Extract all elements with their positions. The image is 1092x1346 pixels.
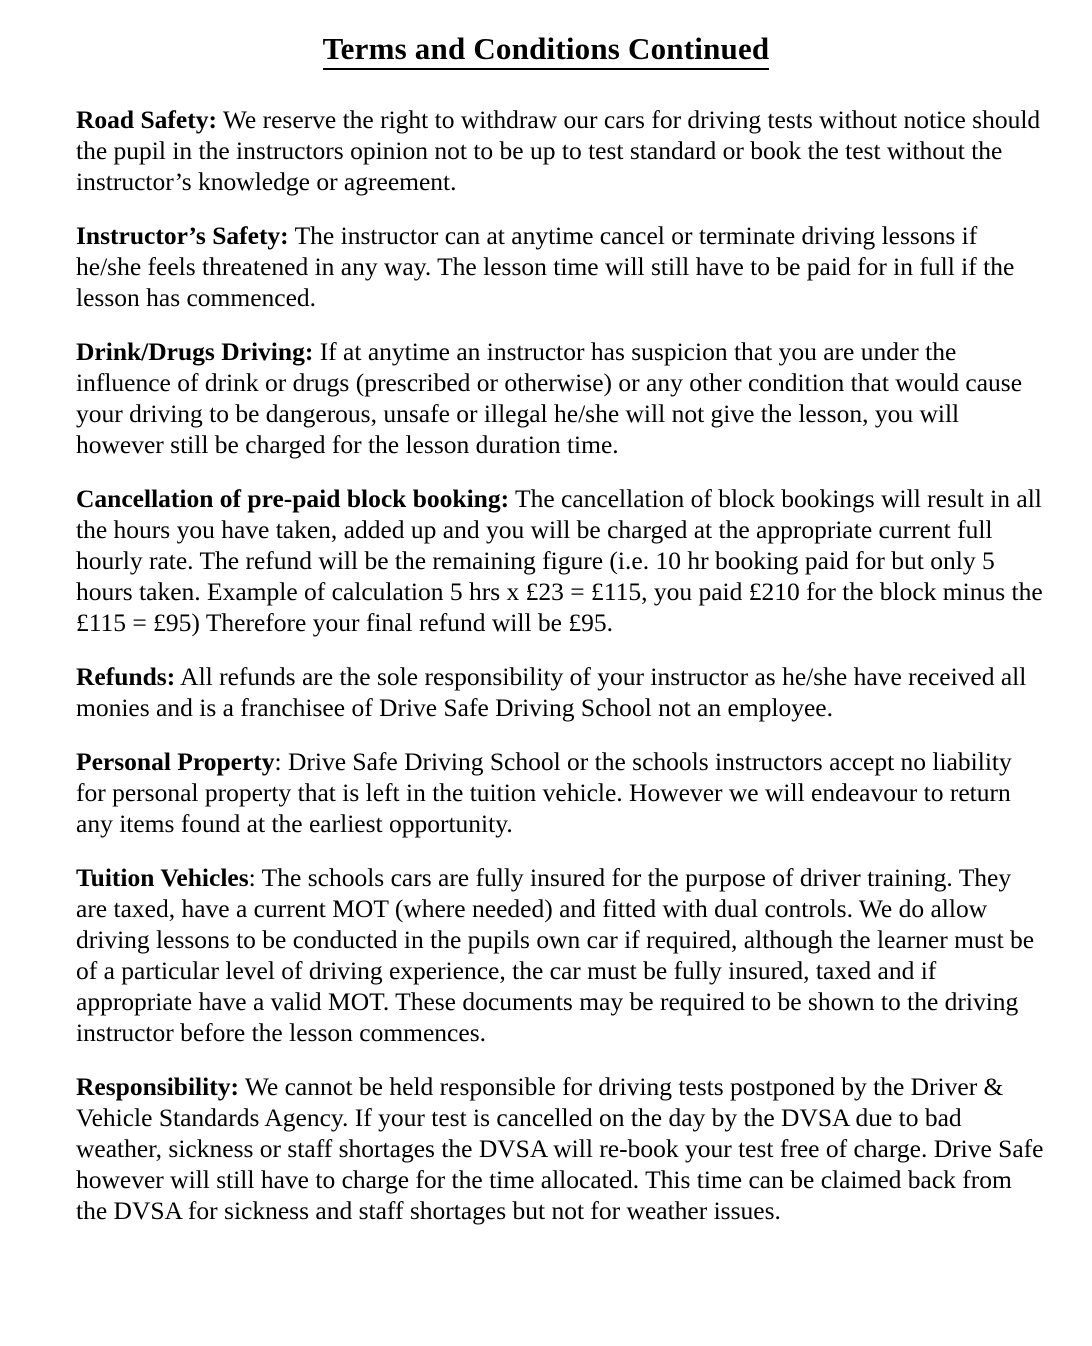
- clause-text: Drive Safe Driving School or the schools instructors accept no liability for personal property that is left in the tuition vehicle. However we will endeavour to return any items found at the earliest opportunity.: [76, 747, 1012, 839]
- clause-refunds: [76, 661, 1046, 723]
- page-title-text: Terms and Conditions Continued: [323, 32, 770, 70]
- clause-drink-drugs-driving: [76, 336, 1046, 460]
- clause-text: The schools cars are fully insured for the purpose of driver training. They are taxed, have a current MOT (where needed) and fitted with dual controls. We do allow driving lessons to be conducted in the pupils own car if required, although the learner must be of a particular level of driving experience, the car must be fully insured, taxed and if appropriate have a valid MOT. These documents may be required to be shown to the driving instructor before the lesson commences.: [76, 863, 1035, 1048]
- clause-text: If at anytime an instructor has suspicion that you are under the influence of drink or drugs (prescribed or otherwise) or any other condition that would cause your driving to be dangerous, unsafe or illegal he/she will not give the lesson, you will however still be charged for the lesson duration time.: [76, 337, 1023, 460]
- clause-term: Road Safety:: [76, 105, 217, 135]
- clause-term: Responsibility:: [76, 1072, 239, 1102]
- clause-term-separator: :: [248, 863, 256, 893]
- clause-road-safety: [76, 104, 1046, 197]
- clause-text: The instructor can at anytime cancel or terminate driving lessons if he/she feels threatened in any way. The lesson time will still have to be paid for in full if the lesson has commenced.: [76, 221, 1015, 313]
- clause-text: We cannot be held responsible for driving tests postponed by the Driver & Vehicle Standards Agency. If your test is cancelled on the day by the DVSA due to bad weather, sickness or staff shortages the DVSA will re-book your test free of charge. Drive Safe however will still have to charge for the time allocated. This time can be claimed back from the DVSA for sickness and staff shortages but not for weather issues.: [76, 1072, 1044, 1226]
- clause-text: All refunds are the sole responsibility of your instructor as he/she have received all monies and is a franchisee of Drive Safe Driving School not an employee.: [76, 662, 1027, 723]
- page-title: [0, 0, 1092, 70]
- clause-tuition-vehicles: [76, 862, 1046, 1048]
- clause-term: Instructor’s Safety:: [76, 221, 289, 251]
- clause-cancellation-of-prepaid-block-booking: [76, 483, 1046, 638]
- clause-term: Cancellation of pre-paid block booking:: [76, 484, 510, 514]
- clause-text: We reserve the right to withdraw our cars for driving tests without notice should the pupil in the instructors opinion not to be up to test standard or book the test without the instructor’s knowledge or agreement.: [76, 105, 1041, 197]
- clause-term: Drink/Drugs Driving:: [76, 337, 314, 367]
- clause-term: Personal Property: [76, 747, 275, 777]
- document-body: [0, 104, 1092, 1226]
- clause-term-separator: :: [274, 747, 282, 777]
- clause-instructors-safety: [76, 220, 1046, 313]
- clause-text: The cancellation of block bookings will result in all the hours you have taken, added up and you will be charged at the appropriate current full hourly rate. The refund will be the remaining figure (i.e. 10 hr booking paid for but only 5 hours taken. Example of calculation 5 hrs x £23 = £115, you paid £210 for the block minus the £115 = £95) Therefore your final refund will be £95.: [76, 484, 1043, 638]
- clause-term: Tuition Vehicles: [76, 863, 249, 893]
- clause-personal-property: [76, 746, 1046, 839]
- clause-term: Refunds:: [76, 662, 176, 692]
- clause-responsibility: [76, 1071, 1046, 1226]
